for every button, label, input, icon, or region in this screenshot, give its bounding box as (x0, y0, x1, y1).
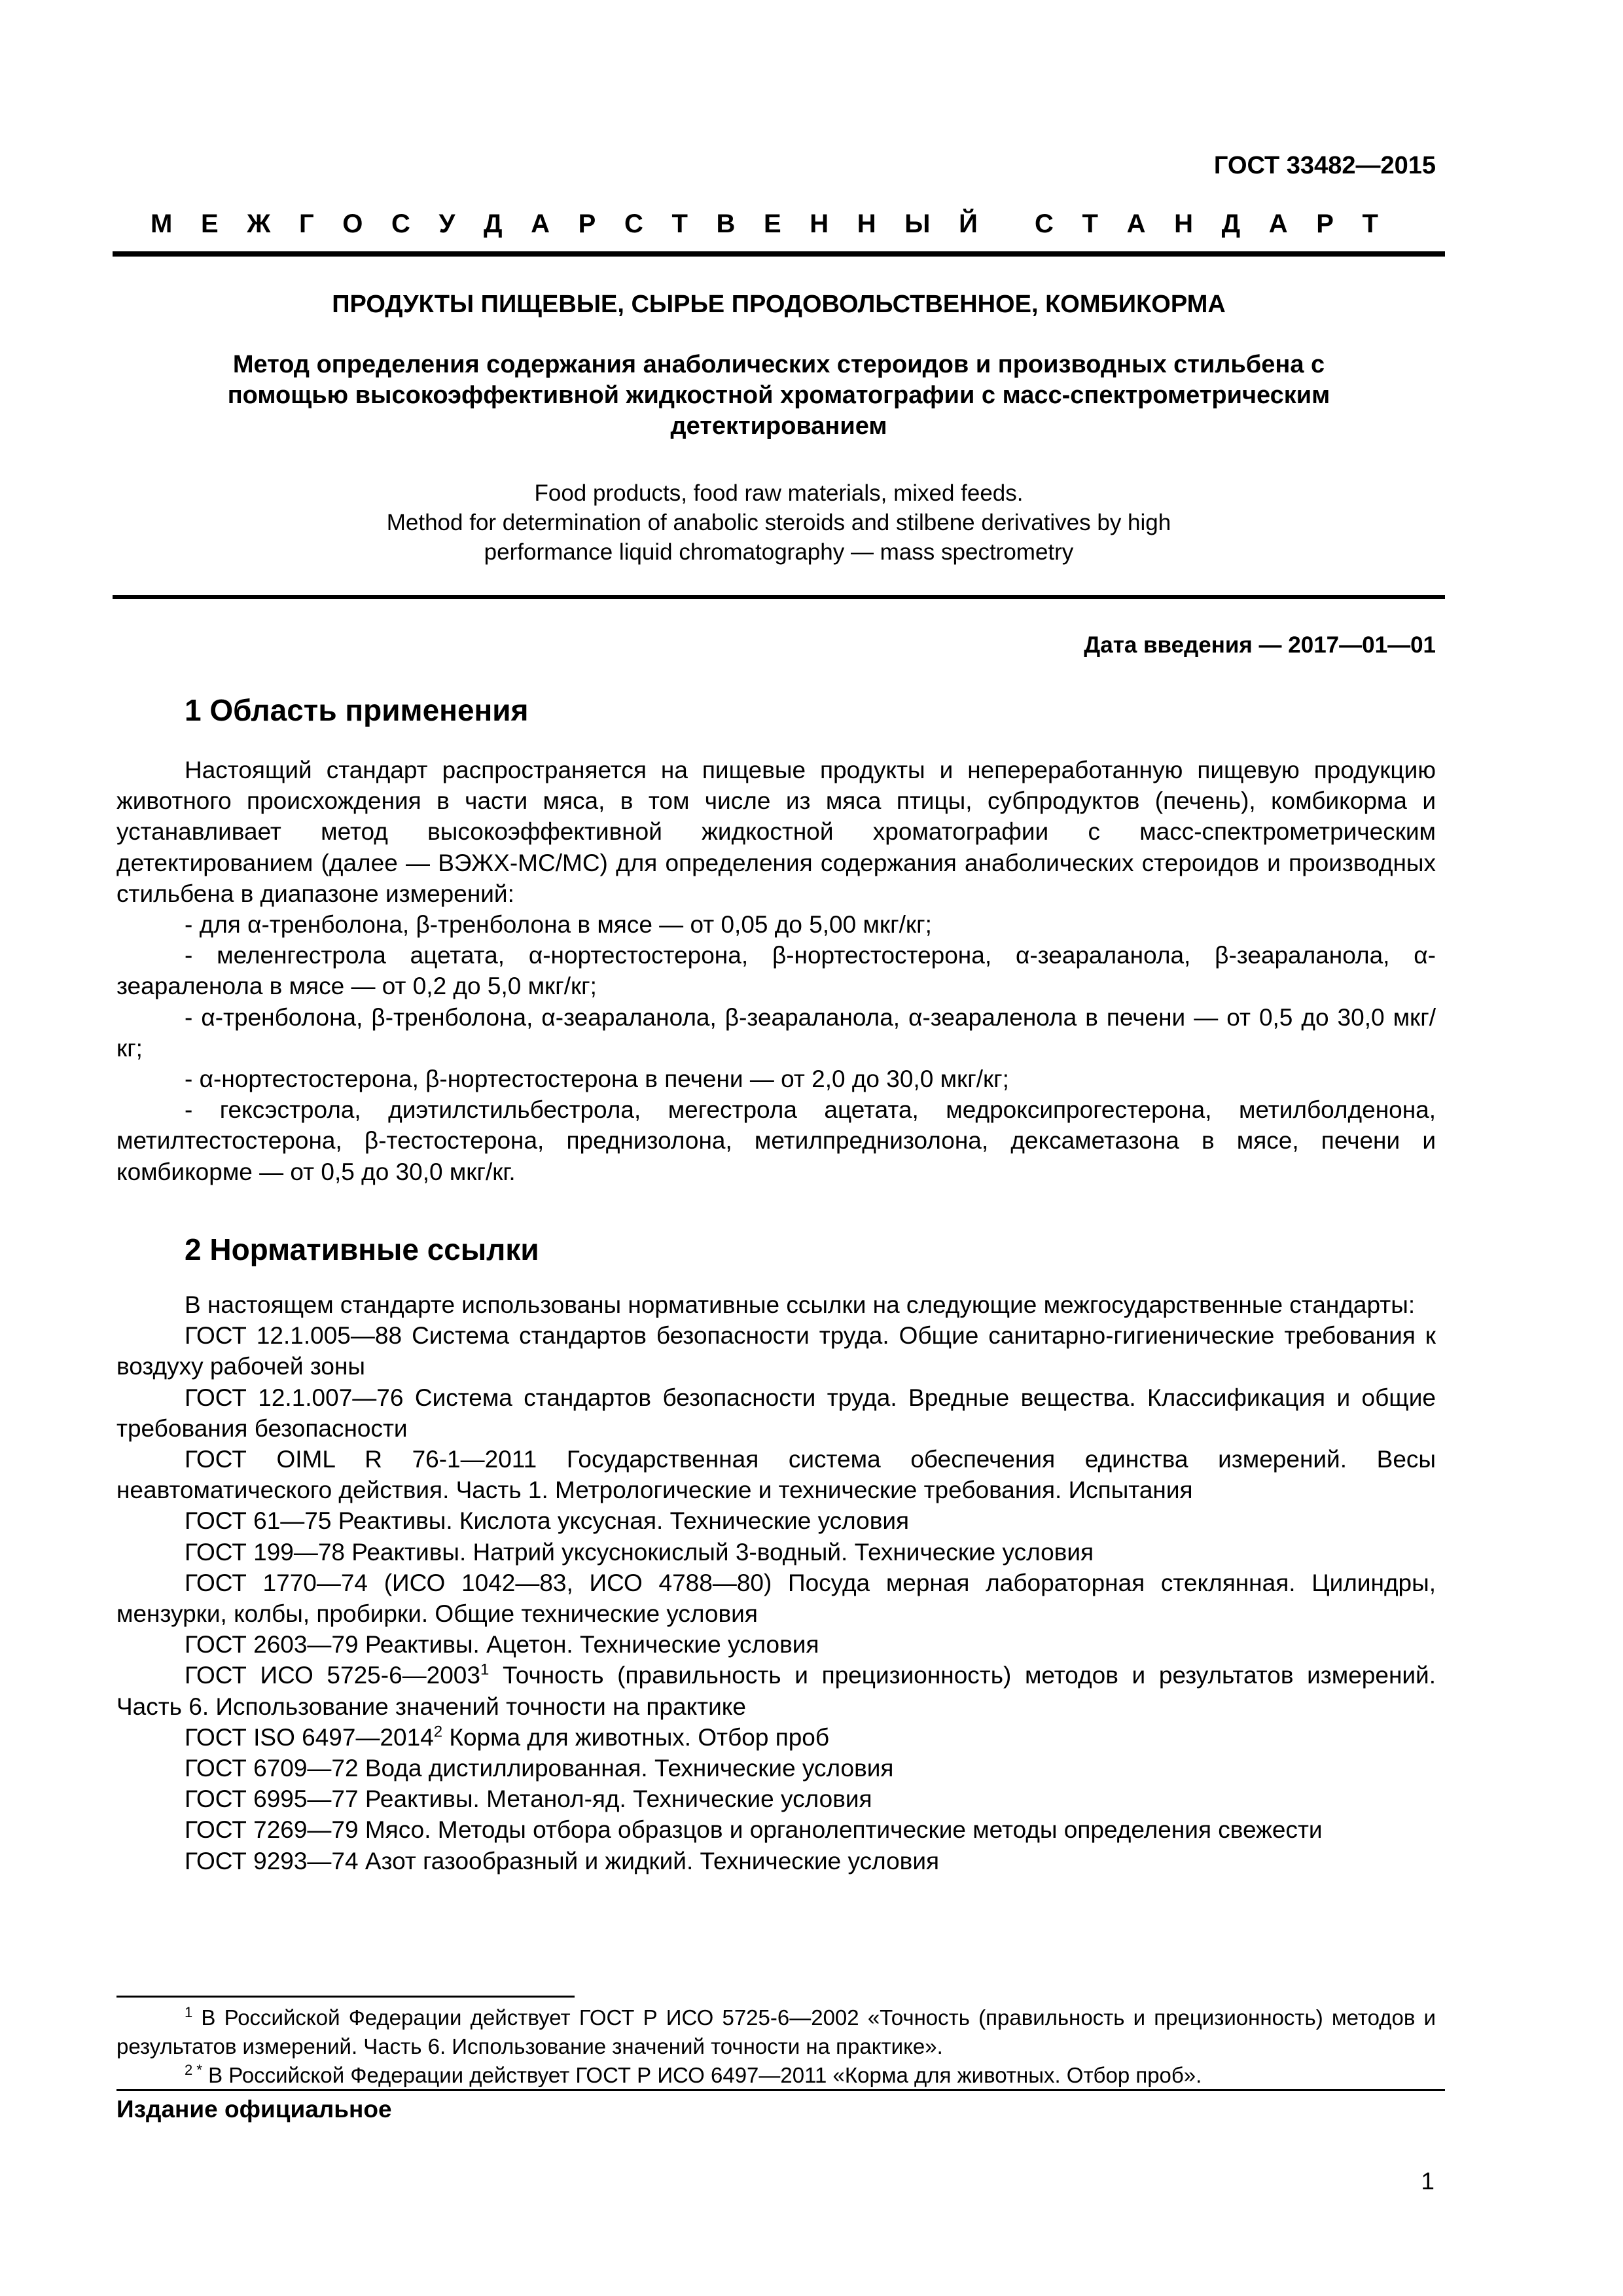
method-title-line: помощью высокоэффективной жидкостной хроматографии с масс-спектрометрическим (227, 382, 1330, 409)
banner-letter: Р (1316, 209, 1334, 238)
introduction-date: Дата введения — 2017—01—01 (1084, 632, 1436, 658)
banner-letter: В (716, 209, 736, 238)
reference-item (116, 1753, 1436, 1784)
reference-item (116, 1505, 1436, 1536)
method-title-line: Метод определения содержания анаболических стероидов и производных стильбена с (232, 351, 1325, 378)
banner-letter: Н (1174, 209, 1193, 238)
reference-item (116, 1660, 1436, 1721)
banner-letter: Р (578, 209, 596, 238)
banner-letter: Д (1221, 209, 1241, 238)
banner-letter: М (151, 209, 173, 238)
banner-letter: У (438, 209, 455, 238)
reference-text: ГОСТ 2603—79 Реактивы. Ацетон. Технические условия (185, 1631, 819, 1659)
reference-text: ГОСТ 6995—77 Реактивы. Метанол-яд. Технические условия (185, 1785, 872, 1813)
scope-range-item: - гексэстрола, диэтилстильбестрола, мегестрола ацетата, медроксипрогестерона, метилболденона, метилтестостерона, β-тестостерона, преднизолона, метилпреднизолона, дексаметазона в мясе, печени и комбикорме — от 0,5 до 30,0 мкг/кг. (116, 1096, 1436, 1185)
footnote-number: 1 (185, 2004, 193, 2020)
scope-section-body (116, 755, 1436, 1187)
english-title-line: Method for determination of anabolic steroids and stilbene derivatives by high (386, 510, 1171, 535)
reference-text: ГОСТ 9293—74 Азот газообразный и жидкий. Технические условия (185, 1847, 940, 1874)
banner-letter: Т (671, 209, 688, 238)
banner-letter: А (1126, 209, 1146, 238)
banner-letter: Д (484, 209, 503, 238)
scope-range-item: - α-нортестостерона, β-нортестостерона в печени — от 2,0 до 30,0 мкг/кг; (185, 1066, 1009, 1093)
scope-paragraph: Настоящий стандарт распространяется на пищевые продукты и непереработанную пищевую продукцию животного происхождения в части мяса, в том числе из мяса птицы, субпродуктов (печень), комбикорма и устанавливает метод высокоэффективной жидкостной хроматографии с масс-спектрометрическим детектированием (далее — ВЭЖХ-МС/МС) для определения содержания анаболических стероидов и производных стильбена в диапазоне измерений: (116, 757, 1436, 907)
reference-item (116, 1320, 1436, 1382)
reference-text: ГОСТ ISO 6497—2014 (185, 1723, 434, 1751)
footnotes (116, 2003, 1436, 2090)
footnote-number: 2 * (185, 2062, 202, 2078)
banner-letter: А (531, 209, 550, 238)
page-number: 1 (1421, 2168, 1435, 2195)
reference-text: ГОСТ 6709—72 Вода дистиллированная. Технические условия (185, 1755, 894, 1782)
banner-letter: С (1035, 209, 1054, 238)
english-title-line: Food products, food raw materials, mixed feeds. (534, 480, 1024, 506)
reference-item (116, 1814, 1436, 1845)
footnote-separator (116, 1996, 575, 1998)
reference-item (116, 1382, 1436, 1444)
title-divider (113, 595, 1445, 599)
footnote-marker[interactable]: 1 (480, 1661, 490, 1679)
gost-number: ГОСТ 33482—2015 (1213, 152, 1436, 179)
banner-letter: Т (1082, 209, 1098, 238)
reference-text: ГОСТ 1770—74 (ИСО 1042—83, ИСО 4788—80) Посуда мерная лабораторная стеклянная. Цилиндры, мензурки, колбы, пробирки. Общие технические условия (116, 1569, 1436, 1628)
reference-item (116, 1784, 1436, 1814)
reference-text: ГОСТ 12.1.007—76 Система стандартов безопасности труда. Вредные вещества. Классификация и общие требования безопасности (116, 1384, 1436, 1442)
document-title: ПРОДУКТЫ ПИЩЕВЫЕ, СЫРЬЕ ПРОДОВОЛЬСТВЕННОЕ, КОМБИКОРМА (332, 291, 1226, 318)
reference-text: ГОСТ 61—75 Реактивы. Кислота уксусная. Технические условия (185, 1507, 910, 1535)
scope-range-item: - для α-тренболона, β-тренболона в мясе — от 0,05 до 5,00 мкг/кг; (185, 911, 932, 939)
footnote-text: В Российской Федерации действует ГОСТ Р ИСО 6497—2011 «Корма для животных. Отбор проб». (202, 2063, 1202, 2087)
method-title-line: детектированием (670, 412, 887, 440)
reference-text-continued: Корма для животных. Отбор проб (442, 1723, 830, 1751)
reference-item (116, 1537, 1436, 1568)
footnote-item (116, 2061, 1436, 2090)
banner-letter: Е (763, 209, 781, 238)
banner-letter: Г (299, 209, 314, 238)
section-heading-scope: 1 Область применения (185, 693, 529, 727)
banner-letter: Н (810, 209, 829, 238)
banner-letter: Е (200, 209, 219, 238)
reference-item (116, 1444, 1436, 1505)
reference-text: ГОСТ 199—78 Реактивы. Натрий уксуснокислый 3-водный. Технические условия (185, 1538, 1094, 1566)
banner-letter: Ж (247, 209, 271, 238)
banner-letter: С (624, 209, 643, 238)
reference-item (116, 1722, 1436, 1753)
reference-text: ГОСТ ИСО 5725-6—2003 (185, 1662, 480, 1689)
header-divider (113, 251, 1445, 257)
reference-item (116, 1629, 1436, 1660)
scope-range-item: - α-тренболона, β-тренболона, α-зеараланола, β-зеараланола, α-зеараленола в печени — от 0,5 до 30,0 мкг/кг; (116, 1003, 1436, 1062)
banner-letter: Ы (904, 209, 931, 238)
reference-text-continued: Точность (правильность и прецизионность) методов и результатов измерений. Часть 6. Использование значений точности на практике (116, 1662, 1436, 1720)
english-title-line: performance liquid chromatography — mass spectrometry (484, 539, 1074, 565)
reference-text: ГОСТ OIML R 76-1—2011 Государственная система обеспечения единства измерений. Весы неавтоматического действия. Часть 1. Метрологические и технические требования. Испытания (116, 1446, 1436, 1504)
footer-divider (116, 2089, 1445, 2091)
banner-letter: Н (857, 209, 876, 238)
references-section-body (116, 1289, 1436, 1876)
interstate-standard-banner (151, 209, 1378, 239)
english-title (152, 478, 1406, 567)
banner-letter: Т (1362, 209, 1378, 238)
footnote-marker[interactable]: 2 (433, 1723, 443, 1741)
reference-text: ГОСТ 7269—79 Мясо. Методы отбора образцов и органолептические методы определения свежести (185, 1816, 1323, 1844)
banner-letter: С (391, 209, 410, 238)
references-intro: В настоящем стандарте использованы нормативные ссылки на следующие межгосударственные стандарты: (185, 1291, 1416, 1318)
section-heading-normative-references: 2 Нормативные ссылки (185, 1232, 539, 1266)
banner-letter: Й (959, 209, 978, 238)
banner-letter: О (342, 209, 363, 238)
method-title (152, 350, 1406, 442)
banner-letter: А (1268, 209, 1288, 238)
reference-text: ГОСТ 12.1.005—88 Система стандартов безопасности труда. Общие санитарно-гигиенические требования к воздуху рабочей зоны (116, 1322, 1436, 1380)
footnote-text: В Российской Федерации действует ГОСТ Р ИСО 5725-6—2002 «Точность (правильность и прецизионность) методов и результатов измерений. Часть 6. Использование значений точности на практике». (116, 2005, 1436, 2058)
scope-range-item: - меленгестрола ацетата, α-нортестостерона, β-нортестостерона, α-зеараланола, β-зеараланола, α-зеараленола в мясе — от 0,2 до 5,0 мкг/кг; (116, 942, 1436, 1000)
reference-item (116, 1568, 1436, 1629)
official-edition-label: Издание официальное (116, 2096, 392, 2123)
footnote-item (116, 2003, 1436, 2061)
reference-item (116, 1846, 1436, 1876)
